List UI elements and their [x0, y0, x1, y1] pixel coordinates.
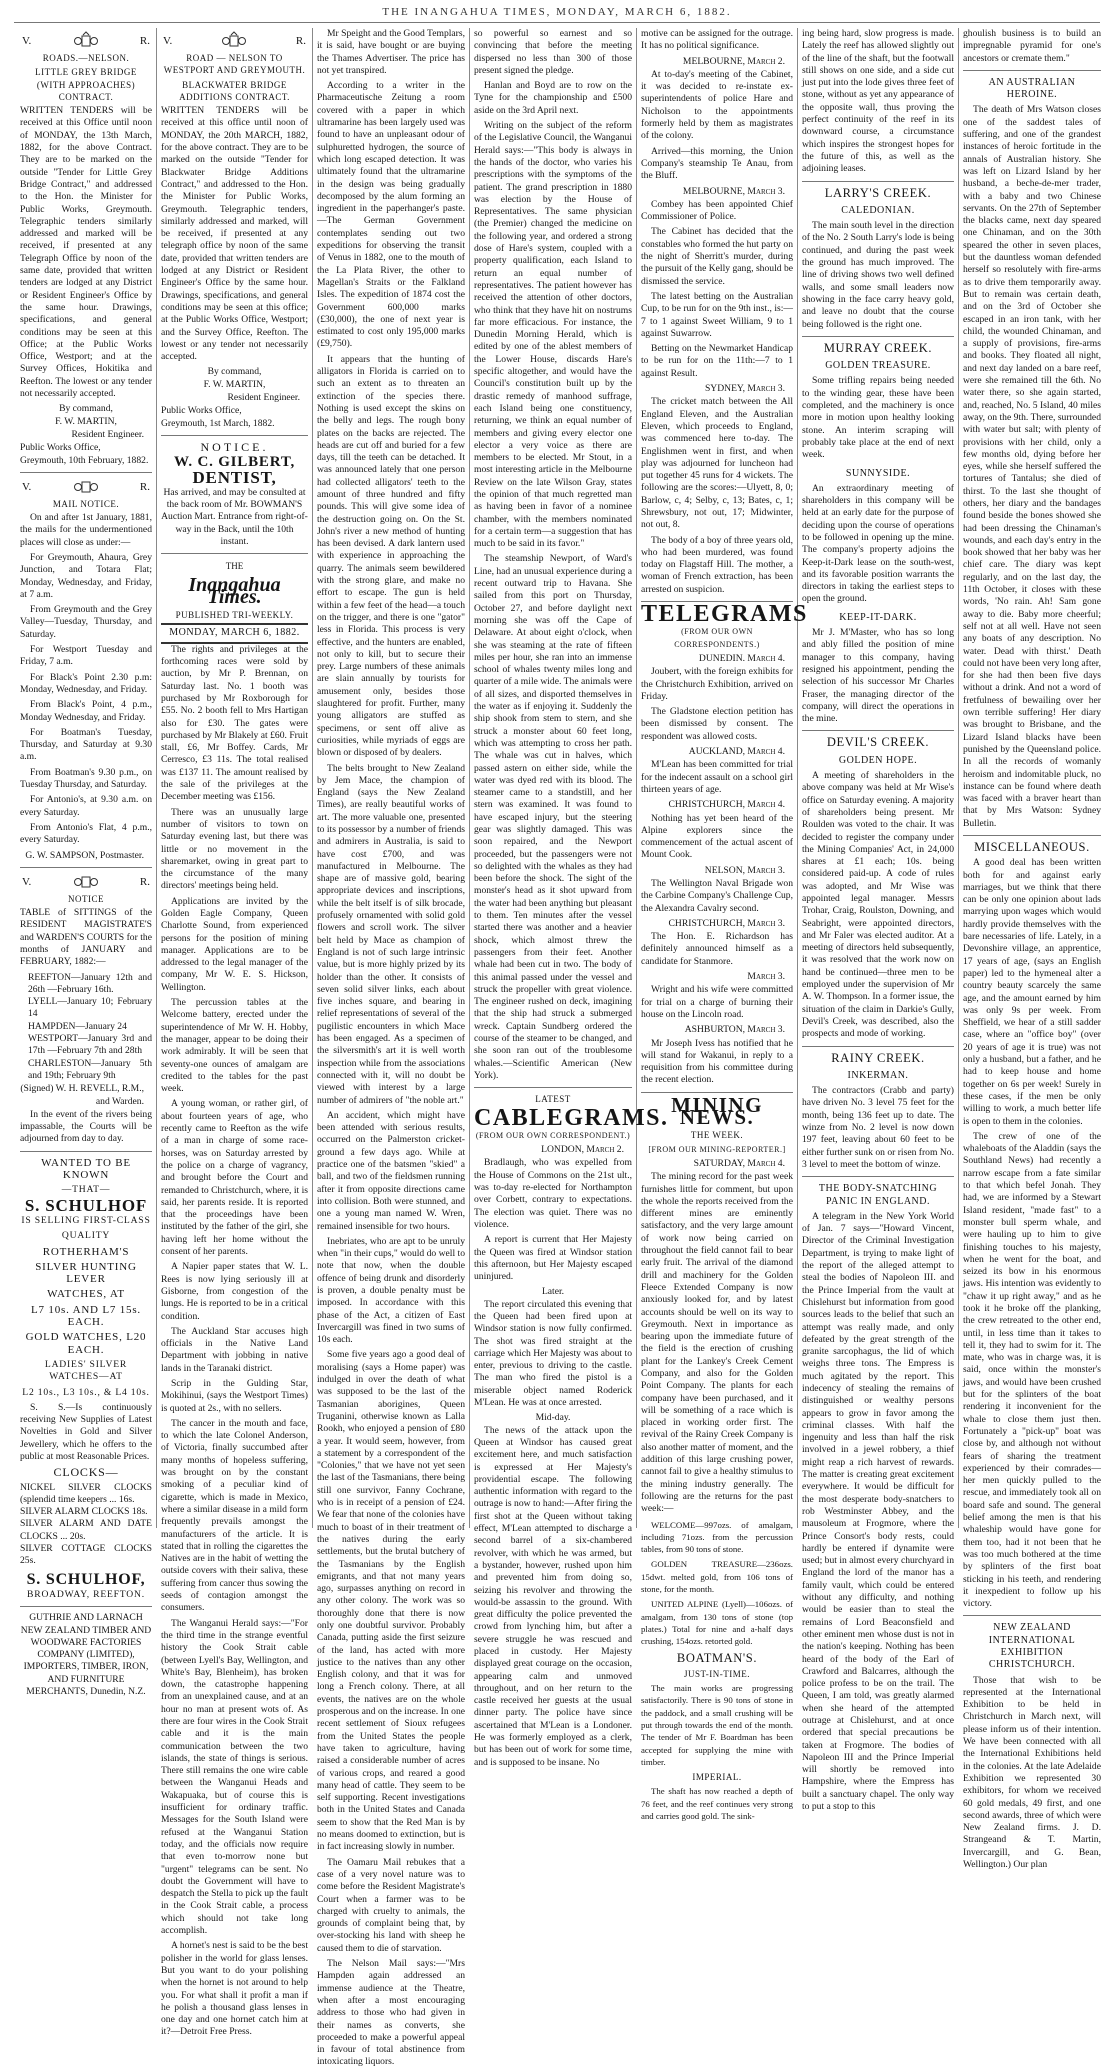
clock-item: SILVER ALARM AND DATE CLOCKS ... 20s. — [20, 1518, 152, 1542]
ad-line: SILVER HUNTING LEVER — [35, 1260, 137, 1286]
news-paragraph: An accident, which might have been attended with serious results, occurred on the Palmerston cricket-ground a few days ago. While at practice one of the batsmen "skied" a ball, and two of the fieldsmen running after it from opposite directions came into collision. Both were stunned, and one a young man named W. Wren, remained insensible for two hours. — [317, 1109, 465, 1232]
news-paragraph: Some five years ago a good deal of moralising (says a Home paper) was indulged in over the death of what was supposed to be the last of the Tasmanian aborigines, Queen Truganini, otherwise known as Lalla Rookh, who enjoyed a pension of £80 a year. It would seem, however, from a statement by a correspondent of the "Colonies," that we have not yet seen the last of the Tasmanians, there being still one survivor, Fanny Cochrane, who is in receipt of a pension of £24. We fear that none of the colonies have much to boast of in their treatment of the natives during the early settlements, but the brutal butchery of the Tasmanians by the English emigrants, and that not many years ago, surpasses anything on record in any other colony. The work was so thoroughly done that there is now only one doubtful survivor. Probably Canada, putting aside the first seizure of the land, has acted with more justice to the natives than any other English colony, and that it was for long a French colony. There, at all events, the natives are on the whole prosperous and on the increase. In one recent settlement of Sioux refugees from the United States the people have taken to agriculture, having raised a considerable number of acres of various crops, and reared a good many head of cattle. They seem to be self supporting. Recent investigations both in the United States and Canada seem to show that the Red Man is by no means doomed to extinction, but is in fact increasing slowly in number. — [317, 1349, 465, 1853]
signature-line: F. W. MARTIN, — [203, 378, 266, 390]
news-paragraph: The Hon. E. Richardson has definitely announced himself as a candidate for Stanmore. — [641, 931, 793, 967]
news-paragraph: The main works are progressing satisfactorily. There is 90 tons of stone in the paddock, and a small crushing will be put through towards the end of the month. The tender of Mr F. Boardman has been accepted for supplying the mine with timber. — [641, 1683, 793, 1767]
column-rule — [797, 28, 798, 1528]
news-paragraph: The report circulated this evening that the Queen had been fired upon at Windsor station is now fully confirmed. The shot was fired straight at the carriage which Her Majesty was about to enter, previous to driving to the castle. The man who fired the pistol is a miserable object named Roderick M'Lean. He was at once arrested. — [474, 1298, 632, 1409]
dateline: AUCKLAND, March 4. — [688, 746, 785, 758]
news-paragraph: A good deal has been written both for and against early marriages, but we think that there can be only one opinion about lads marrying upon wages which would hardly provide themselves with the bare necessaries of life. Lately, in a Devonshire village, an apprentice, 17 years of age, (says an English paper) led to the hymeneal alter a country beauty scarcely the same age, and the amount earned by him was only 9s per week. From Sheffield, we hear of a still sadder case, where an "office boy" (over 20 years of age it is true) was not only a husband, but a father, and he had to keep house and home together on 6s per week! Surely in these cases, if the men be only willing to work, a much better life is open to them in the colonies. — [963, 857, 1101, 1127]
section-title: MISCELLANEOUS. — [974, 840, 1090, 854]
divider — [161, 435, 308, 436]
crest-letter-r: R. — [139, 34, 150, 47]
news-paragraph: Joubert, with the foreign exhibits for the Christchurch Exhibition, arrived on Friday. — [641, 666, 793, 702]
signature-line: By command, — [207, 366, 262, 378]
dentist-title: DENTIST, — [192, 467, 277, 487]
sitting-item: LYELL—January 10; February 14 — [28, 996, 152, 1020]
mining-return: WELCOME—997ozs. of amalgam, including 71ozs. from the percussion tables, from 90 tons of stone. — [641, 1519, 793, 1555]
news-paragraph: The shaft has now reached a depth of 76 feet, and the reef continues very strong and carries good gold. The sink- — [641, 1786, 793, 1822]
dentist-name: W. C. GILBERT, — [173, 454, 296, 471]
crest-letter-r: R. — [295, 34, 306, 47]
news-paragraph: The percussion tables at the Welcome battery, erected under the superintendence of Mr W. H. Hobby, the manager, appear to be doing their work admirably. It will be seen that seventy-one ounces of amalgam are credited to the tables for the past week. — [161, 997, 308, 1095]
clock-item: SILVER ALARM CLOCKS 18s. — [20, 1506, 148, 1518]
ad-merchant-name: S. SCHULHOF — [24, 1195, 148, 1215]
dateline: NELSON, March 3. — [704, 864, 785, 876]
sittings-list — [28, 972, 152, 1083]
news-paragraph: motive can be assigned for the outrage. It has no political significance. — [641, 28, 793, 52]
news-paragraph: It appears that the hunting of alligators in Florida is carried on to such an extent as to threaten an extinction of the species there. Nothing is used except the skins on the belly and legs. The rough bony plates on the backs are rejected. The heads are cut off and buried for a few days, till the teeth can be detached. It was announced lately that one person had collected alligators' teeth to the amount of three hundred and fifty pounds. This will give some idea of the destruction going on. On the St. John's river a new method of hunting has been devised. A dark lantern used with experience in approaching the quarry. The animals seem bewildered with the strong glare, and make no effort to escape. The gun is held within a few feet of the head—a touch on the trigger, and there is one "gator" less in Florida. This process is very effective, and the hunters are enabled, not only to kill, but to secure their prey. Large numbers of these animals are slain annually by tourists for amusement only, besides those slaughtered for profit. Further, many young alligators are stuffed as specimens, or sent off alive as curiosities, while myriads of eggs are blown or disposed of by dealers. — [317, 353, 465, 759]
column-5 — [641, 28, 808, 1822]
news-paragraph: The crew of one of the whaleboats of the Aladdin (says the Southland News) had recently a narrow escape from a fate similar to that which befel Jonah. They had, we are informed by a Stewart Island resident, "made fast" to a monster bull sperm whale, and were hauling up to him to give finishing touches to his majesty, when he went for the boat, and seized its bow in his enormous jaws. His intention was evidently to "chaw it up right away," and as he took it he broke off the planking, the crew retreated to the other end, until, in less time than it takes to tell it, they had to swim for it. The mate, who was in charge was, it is said, once within the monster's jaws, and would have been crushed but for the splinters of the boat rendering it inconvenient for the whale to close them just then. Fortunately a "pick-up" boat was close by, and although not without fears of sharing the treatment experienced by their comrades—her men quickly pulled to the rescue, and immediately took all on board safe and sound. The general belief among the men is that his whaleship would have gone for them too, had it not been that he was too much bothered at the time by splinters of the first boat sticking in his teeth, and rendering it inexpedient to follow up his victory. — [963, 1130, 1101, 1610]
masthead-rule — [14, 22, 1100, 23]
paper-publication: PUBLISHED TRI-WEEKLY. — [175, 610, 294, 621]
ad-merchant-name: S. SCHULHOF, — [26, 1570, 146, 1588]
column-rule — [469, 28, 470, 1528]
column-4 — [474, 28, 669, 1768]
mining-return: GOLDEN TREASURE—236ozs. 15dwt. melted gold, from 106 tons of stone, for the month. — [641, 1559, 793, 1595]
mining-return: UNITED ALPINE (Lyell)—106ozs. of amalgam, from 130 tons of stone (top plates.) Total for nine and a-half days crushing, 154ozs. retorted gold. — [641, 1599, 793, 1647]
mail-line: For Greymouth, Ahaura, Grey Junction, and Totara Flat; Monday, Wednesday, and Friday, at 7 a.m. — [20, 551, 152, 600]
dateline: DUNEDIN. March 4. — [698, 652, 785, 664]
news-paragraph: A Napier paper states that W. L. Rees is now lying seriously ill at Gisborne, from congestion of the lungs. He is reported to be in a critical condition. — [161, 1261, 308, 1322]
subsection-title: CALEDONIAN. — [841, 204, 915, 216]
crest-letter-v: V. — [163, 34, 173, 47]
notice-signature: (Signed) W. H. REVELL, R.M., and Warden. — [20, 1083, 144, 1107]
ad-body: S. S.—Is continuously receiving New Supplies of Latest Novelties in Gold and Silver Jewellery, which he offers to the public at most Reasonable Prices. — [20, 1401, 152, 1462]
dateline: CHRISTCHURCH, March 4. — [668, 799, 785, 811]
clock-item: SILVER COTTAGE CLOCKS 25s. — [20, 1543, 152, 1567]
crest-letter-r: R. — [139, 480, 150, 493]
news-paragraph: A hornet's nest is said to be the best polisher in the world for glass lenses. But you want to do your polishing when the hornet is not around to help you. For what shall it profit a man if he polish a thousand glass lenses in one day and one hornet catch him at it?—Detroit Free Press. — [161, 1940, 308, 2038]
mail-line: For Black's Point 2.30 p.m: Monday, Wednesday, and Friday. — [20, 671, 152, 695]
news-paragraph: Those that wish to be represented at the International Exhibition to be held in Christchurch in March next, will please inform us of their intention. We have been connected with all the International Exhibitions held in the colonies. At the late Adelaide Exhibition we represented 30 exhibitors, for whom we received 60 gold medals, 49 first, and one second awards, three of which were New Zealand firms. J. D. Strangeand & T. Martin, Invercargill, and G. Bean, Wellington.) Our plan — [963, 1674, 1101, 1871]
mail-line: For Antonio's, at 9.30 a.m. on every Saturday. — [20, 794, 152, 818]
column-rule — [636, 28, 637, 1528]
ad-that: —THAT— — [61, 1184, 111, 1196]
vr-crest-row — [163, 32, 306, 50]
news-paragraph: Inebriates, who are apt to be unruly when "in their cups," would do well to note that now, when the double offence of being drunk and disorderly is proven, a double penalty must be imposed. In accordance with this phase of the Act, a citizen of East Invercargill was fined in two sums of 10s each. — [317, 1235, 465, 1346]
news-paragraph: Scrip in the Gulding Star, Mokihinui, (says the Westport Times) is quoted at 2s., with no sellers. — [161, 1377, 308, 1414]
column-rule — [312, 28, 313, 1528]
dateline: MELBOURNE, March 2. — [682, 55, 785, 67]
section-title: RAINY CREEK. — [831, 1050, 925, 1065]
notice-body: WRITTEN TENDERS will be received at this Office until noon of MONDAY, the 13th March, 1882, for the above Contract. They are to be marked on the outside "Tender for Little Grey Bridge Contract," and addressed to the Hon. the Minister for Public Works, Greymouth. Telegraphic tenders similarly addressed and marked will be received, if presented at any Telegraph Office by noon of the same date, provided that written tenders are lodged at any District or Resident Engineer's Office by the same hour. Drawings, specifications, and general conditions may be seen at this Office; at the Public Works Office, Westport; and at the Survey Offices, Hokitika and Reefton. The lowest or any tender not necessarily accepted. — [20, 105, 152, 400]
news-paragraph: Betting on the Newmarket Handicap to be run for on the 11th:—7 to 1 against Result. — [641, 343, 793, 379]
notice-heading: ROADS.—NELSON. — [42, 53, 130, 63]
divider — [20, 472, 152, 473]
news-paragraph: A meeting of shareholders in the above company was held at Mr Wise's office on Saturday evening. A majority of shareholders being present. Mr Roulden was voted to the chair. It was decided to register the company under the Mining Companies' Act, in 24,000 shares at £1 each; 10s. being considered paid-up. A code of rules was adopted, and Mr Wise was appointed legal manager. Messrs Trohar, Craig, Roulston, Downing, and Seabright, were appointed directors, and Mr Faler was elected auditor. At a meeting of directors held subsequently, it was resolved that the work now on hand be continued—three men to be employed under the supervision of Mr A. W. Thompson. In a former issue, the situation of the claim in Darkie's Gully, Devil's Creek, was described, also the prospects and mode of working. — [802, 770, 954, 1040]
news-paragraph: Wright and his wife were committed for trial on a charge of burning their house on the Lincoln road. — [641, 984, 793, 1020]
notice-footer: In the event of the rivers being impassable, the Courts will be adjourned from day to day. — [20, 1108, 152, 1145]
ad-line: IS SELLING FIRST-CLASS — [21, 1214, 151, 1226]
news-paragraph: An extraordinary meeting of shareholders in this company will be held at an early date for the purpose of deciding upon the course of operations to be followed in opening up the mine. The company's property adjoins the Keep-it-Dark lease on the south-west, and its favorable position warrants the directors in taking the earliest steps to open the ground. — [802, 482, 954, 605]
dateline: ASHBURTON, March 3. — [684, 1024, 785, 1036]
news-paragraph: The contractors (Crabb and party) have driven No. 3 level 75 feet for the month, being 136 feet up to date. The winze from No. 2 level is now down 197 feet, leaving about 60 feet to be either further sunk on or risen from No. 3 level to meet the bottom of winze. — [802, 1085, 954, 1170]
section-title: DEVIL'S CREEK. — [826, 735, 930, 750]
news-paragraph: The Wellington Naval Brigade won the Carbine Company's Challenge Cup, the Alexandra Cavalry second. — [641, 878, 793, 914]
section-title: MURRAY CREEK. — [823, 340, 933, 355]
subsection-title: GOLDEN TREASURE. — [825, 360, 931, 372]
divider — [802, 181, 954, 182]
cablegrams-subtitle: (FROM OUR OWN CORRESPONDENT.) — [475, 1130, 631, 1140]
ad-address: BROADWAY, REEFTON. — [27, 1588, 145, 1600]
news-paragraph: Bradlaugh, who was expelled from the House of Commons on the 21st ult., was to-day re-elected for Northampton over Corbett, contrary to expectations. The election was quiet. There was no violence. — [474, 1157, 632, 1230]
cablegrams-title: CABLEGRAMS. — [474, 1104, 669, 1131]
crest-letter-v: V. — [22, 875, 32, 888]
news-paragraph: The Gladstone election petition has been dismissed by consent. The respondent was allowed costs. — [641, 706, 793, 742]
news-paragraph: ghoulish business is to build an impregnable pyramid for one's ancestors or cremate them." — [963, 28, 1101, 64]
latest-label: LATEST — [535, 1094, 571, 1105]
ad-line: L2 10s., L3 10s., & L4 10s. — [22, 1386, 150, 1398]
signature-line: F. W. MARTIN, — [55, 415, 117, 427]
notice-body: TABLE of SITTINGS of the RESIDENT MAGISTRATE'S and WARDEN'S COURTS for the months of JANUARY and FEBRUARY, 1882:— — [20, 907, 152, 968]
news-paragraph: A young woman, or rather girl, of about fourteen years of age, who recently came to Reefton as the wife of a man in charge of some race-horses, was on Saturday arrested by the police on a charge of vagrancy, and brought before the Court and remanded to Christchurch, where, it is said, her parents reside. It is reported that the proceedings have been instituted by the father of the girl, she having left her home without the consent of her parents. — [161, 1098, 308, 1258]
news-paragraph: so powerful so earnest and so convincing that before the meeting dispersed no less than 300 of those present signed the pledge. — [474, 28, 632, 76]
section-title: THE BODY-SNATCHING PANIC IN ENGLAND. — [818, 1183, 938, 1207]
signature-line: Resident Engineer. — [227, 392, 300, 404]
news-paragraph: A telegram in the New York World of Jan. 7 says—"Howard Vincent, Director of the Criminal Investigation Department, is trying to make light of the report of the alleged attempt to steal the bodies of Napoleon III. and the Prince Imperial from the vault at Chislehurst but information from good sources leads to the belief that such an attempt was really made, and only defeated by the great strength of the granite sarcophagus, the lid of which weighs three tons. The Empress is much agitated by the report. This indecency of stealing the remains of distinguished or wealthy persons appears to grow in favor among the criminal classes. With half the ingenuity and less than half the risk involved in a jewel robbery, a thief might reap a rich harvest of rewards. The matter is creating great excitement everywhere. It would be difficult for the most desperate body-snatchers to rob Westminster Abbey, and the mausoleum at Frogmore, where the Prince Consort's body rests, could hardly be entered if dynamite were used; but in almost every churchyard in England the lord of the manor has a family vault, which could be entered without any difficulty, and nothing would be easier than to steal the remains of Lord Beaconsfield and other eminent men whose dust is not in the nation's keeping. Nothing has been heard of the body of the Earl of Crawford and Balcarres, although the police profess to be on the trail. The Queen, I am told, was greatly alarmed when she heard of the attempted outrage at Chislehurst, and at once ordered that special precautions be taken at Frogmore. The bodies of Napoleon III and the Prince Imperial will shortly be removed into Hampshire, where the Empress has built a sanctuary chapel. The only way to put a stop to this — [802, 1210, 954, 1813]
telegrams-title: TELEGRAMS — [641, 601, 808, 628]
crest-letter-r: R. — [139, 875, 150, 888]
column-rule — [156, 28, 157, 1528]
divider — [802, 1046, 954, 1047]
news-paragraph: Hanlan and Boyd are to row on the Tyne for the championship and £500 aside on the 3rd April next. — [474, 80, 632, 116]
notice-title: LITTLE GREY BRIDGE (WITH APPROACHES) CONTRACT. — [35, 67, 137, 102]
subsection-title: JUST-IN-TIME. — [684, 1668, 750, 1679]
news-paragraph: The news of the attack upon the Queen at Windsor has caused great excitement here, and much satisfaction is expressed at Her Majesty's providential escape. The following authentic information with regard to the outrage is now to hand:—After firing the first shot at the Queen without taking effect, M'Lean attempted to discharge a second barrel of a six-chambered revolver, with which he was armed, but a bystander, however, rushed upon him and prevented him from doing so, seizing his revolver and throwing the would-be assassin to the ground. With great difficulty the police prevented the crowd from lynching him, but after a severe struggle he was rescued and placed in custody. Her Majesty displayed great courage on the occasion, appearing calm and unmoved throughout, and on her return to the castle received her guests at the usual dinner party. The police have since ascertained that M'Lean is a Londoner. He was formerly employed as a clerk, but has been out of work for some time, and is supposed to be insane. No — [474, 1424, 632, 1768]
dateline: CHRISTCHURCH, March 3. — [668, 917, 785, 929]
dateline: March 3. — [747, 971, 785, 983]
subsection-title: INKERMAN. — [847, 1069, 909, 1081]
dateline: SATURDAY, March 4. — [693, 1157, 785, 1169]
mail-line: On and after 1st January, 1881, the mails for the undermentioned places will close as under:— — [20, 512, 152, 548]
news-paragraph: The belts brought to New Zealand by Jem Mace, the champion of England (says the New Zealand Times), are really beautiful works of art. The more valuable one, presented to its possessor by a number of friends and admirers in Australia, is said to have cost £700, and was manufactured in Melbourne. The shape are of massive gold, bearing appropriate devices and inscriptions, while the belt itself is of silk brocade, profusely ornamented with solid gold flowers and scroll work. The silver belt held by Mace as champion of England is not of such large intrinsic value, but is more highly prized by its holder than the other. It consists of seven solid silver links, each about five inches square, and bearing in relief representations of several of the pugilistic encounters in which Mace has been engaged. As a specimen of the silversmith's art it is well worth inspection while from the associations connected with it, will no doubt be viewed with interest by a large number of admirers of "the noble art." — [317, 762, 465, 1106]
section-title: LARRY'S CREEK. — [824, 185, 932, 200]
signature-line: Public Works Office, — [161, 405, 242, 417]
section-title: AN AUSTRALIAN HEROINE. — [988, 76, 1076, 101]
divider — [474, 1087, 632, 1088]
news-paragraph: At to-day's meeting of the Cabinet, it was decided to re-instate ex-superintendents of police Hare and Nicholson to the appointments formerly held by them as magistrates of the colony. — [641, 68, 793, 142]
clock-item: NICKEL SILVER CLOCKS (splendid time keepers ... 16s. — [20, 1481, 152, 1505]
mining-week: THE WEEK. — [690, 1130, 744, 1141]
signature-line: Public Works Office, — [20, 442, 101, 454]
news-paragraph: Mr Joseph Ivess has notified that he will stand for Wakanui, in reply to a requisition from his committee during the recent election. — [641, 1037, 793, 1086]
divider — [20, 1606, 152, 1607]
guthrie-ad: GUTHRIE AND LARNACH NEW ZEALAND TIMBER AND WOODWARE FACTORIES COMPANY (LIMITED), IMPORTERS, TIMBER, IRON, AND FURNITURE MERCHANTS, Dunedin, N.Z. — [20, 1612, 152, 1698]
notice-body: WRITTEN TENDERS will be received at this office until noon of MONDAY, the 20th MARCH, 1882, for the above contract. They are to be marked on the outside "Tender for Blackwater Bridge Additions Contract," and addressed to the Hon. the Minister for Public Works, Greymouth. Telegraphic tenders, similarly addressed and marked, will be received, if presented at any telegraph office by noon of the same date, provided that written tenders are lodged at any District or Resident Engineer's Office by the same hour. Drawings, specifications, and general conditions may be seen at this office; at the Public Works Office, Westport; and the Survey Office, Reefton. The lowest or any tender not necessarily accepted. — [161, 105, 308, 363]
mail-line: From Black's Point, 4 p.m., Monday Wednesday, and Friday. — [20, 699, 152, 723]
paper-the: THE — [225, 561, 244, 572]
ad-line: LADIES' SILVER WATCHES—AT — [44, 1358, 128, 1383]
ad-line: WATCHES, AT — [47, 1288, 125, 1301]
divider — [161, 553, 308, 554]
notice-signature — [20, 403, 152, 466]
news-paragraph: ing being hard, slow progress is made. Lately the reef has allowed slightly out of the line of the shaft, but the footwall still shows on one side, and a side cut just put into the lode gives three feet of stone, without as yet any appearance of the opposite wall, thus proving the perfect continuity of the reef in its downward course, a circumstance which inspires the strongest hopes for the future of this, as well as the adjoining leases. — [802, 28, 954, 175]
column-1 — [20, 28, 152, 1698]
news-paragraph: The Auckland Star accuses high officials in the Native Land Department with jobbing in native lands in the Taranaki district. — [161, 1325, 308, 1374]
signature-line: Greymouth, 10th February, 1882. — [20, 454, 149, 466]
royal-crest-icon — [221, 32, 247, 50]
divider — [963, 835, 1101, 836]
news-paragraph: The Nelson Mail says:—"Mrs Hampden again addressed an immense audience at the Theatre, when after a most encouraging address to those who had given in their names as converts, she proceeded to make a powerful appeal in favour of total abstinence from intoxicating liquors. — [317, 1958, 465, 2068]
mail-notice-title: MAIL NOTICE. — [52, 498, 120, 509]
news-paragraph: According to a writer in the Pharmaceutische Zeitung a room covered with a paper in which ultramarine has been largely used was found to have an unpleasant odour of sulphuretted hydrogen, the source of which long escaped detection. It was ultimately found that the ultramarine in the design was being gradually decomposed by the alum forming an ingredient in the paperhanger's paste.—The German Government contemplates sending out two expeditions for observing the transit of Venus in 1882, one to the mouth of the La Plata River, the other to Magellan's Straits or the Falkland Isles. The expedition of 1874 cost the Government 600,000 marks (£30,000), the one of next year is estimated to cost only 195,000 marks (£9,750). — [317, 80, 465, 350]
crest-letter-v: V. — [22, 480, 32, 493]
ad-line: GOLD WATCHES, L20 EACH. — [25, 1331, 147, 1356]
mail-line: For Westport Tuesday and Friday, 7 a.m. — [20, 644, 152, 668]
column-2 — [161, 28, 308, 2038]
news-paragraph: A report is current that Her Majesty the Queen was fired at Windsor station this afternoon, but Her Majesty escaped uninjured. — [474, 1234, 632, 1283]
divider — [963, 70, 1101, 71]
news-paragraph: The Wanganui Herald says:—"For the third time in the strange eventful history the Cook Strait cable (between Lyell's Bay, Wellington, and White's Bay, Blenheim), has broken down, the catastrophe happening from an unexplained cause, and at an hour no man at present wots of. As there are four wires in the Cook Strait cable and it is the main communication between the two islands, the state of things is serious. There still remains the one wire cable between the Wanganui Heads and Wakapuaka, but of course this is insufficient for ordinary traffic. Messages for the South Island were refused at the Wanganui Station today, and the officials now require that even to-morrow none but "urgent" telegrams can be sent. No doubt the Government will have to despatch the Stella to pick up the fault in the Cook Strait cable, a process which should not take long accomplish. — [161, 1617, 308, 1937]
clocks-heading: CLOCKS— — [53, 1465, 119, 1480]
dateline: SYDNEY, March 3. — [704, 383, 785, 395]
section-title: BOATMAN'S. — [676, 1650, 758, 1665]
paper-date: MONDAY, MARCH 6, 1882. — [161, 623, 308, 643]
notice-title: NOTICE — [68, 893, 104, 904]
notice-signature — [161, 366, 308, 429]
notice-title: BLACKWATER BRIDGE ADDITIONS CONTRACT. — [179, 79, 290, 102]
mail-line: For Boatman's Tuesday, Thursday, and Saturday at 9.30 a.m. — [20, 726, 152, 763]
section-title: NEW ZEALAND INTERNATIONAL EXHIBITION CHRISTCHURCH. — [988, 1622, 1076, 1671]
news-paragraph: The steamship Newport, of Ward's Line, had an unusual experience during a recent outward trip to Havana. She sailed from this port on Thursday, October 27, and before daylight next morning she was off the Cape of Delaware. At about eight o'clock, when she was steaming at the rate of fifteen miles per hour, she ran into an immense school of whales twenty miles long and quarter of a mile wide. The animals were of all sizes, and disported themselves in the water as if enjoying it. Suddenly the ship shook from stem to stern, and she struck a monster about 60 feet long, which was attempting to cross her path. The whale was cut in halves, which passed astern on either side, while the water was dyed red with its blood. The steamer came to a standstill, and her stern was examined. It was found to have escaped injury, but the steering gear was slightly damaged. This was soon repaired, and the Newport proceeded, but the passengers were not so delighted with the whales as they had been before the shock. The sight of the monster's head as it shot upward from the water had been anything but pleasant to them. Ten minutes after the vessel started there was another and a heavier shock, which almost threw the passengers from their feet. Another whale had been cut in two. The body of this animal passed under the vessel and struck the propeller with great violence. The engineer rushed on deck, imagining that the ship had struck a submerged wreck. Captain Sundberg ordered the course of the steamer to be changed, and she soon ran out of the troublesome whales.—Scientific American (New York). — [474, 553, 632, 1081]
news-paragraph: Nothing has yet been heard of the Alpine explorers since the commencement of the actual ascent of Mount Cook. — [641, 812, 793, 861]
vr-crest-row — [22, 32, 150, 50]
subsection-title: KEEP-IT-DARK. — [839, 611, 917, 623]
news-paragraph: The Cabinet has decided that the constables who formed the hut party on the night of Sherritt's murder, during the pursuit of the Kelly gang, should be dismissed the service. — [641, 226, 793, 287]
news-paragraph: M'Lean has been committed for trial for the indecent assault on a school girl thirteen years of age. — [641, 759, 793, 795]
sitting-item: CHARLESTON—January 5th and 19th; February 9th — [28, 1057, 152, 1081]
royal-crest-icon — [73, 873, 99, 891]
vr-crest-row — [22, 478, 150, 496]
column-6 — [802, 28, 954, 1813]
crest-letter-v: V. — [22, 34, 32, 47]
mining-subtitle: [FROM OUR MINING-REPORTER.] — [648, 1144, 786, 1154]
news-paragraph: The Oamaru Mail rebukes that a case of a very novel nature was to come before the Resident Magistrate's Court when a farmer was to be charged with cruelty to animals, the grounds of complaint being that, by over-stocking his land with sheep he caused them to die of starvation. — [317, 1856, 465, 1954]
signature-line: By command, — [59, 403, 113, 415]
mail-line: From Boatman's 9.30 p.m., on Tuesday Thursday, and Saturday. — [20, 766, 152, 791]
signature-line: Resident Engineer. — [71, 428, 144, 440]
subsection-title: SUNNYSIDE. — [845, 467, 911, 479]
dateline: MELBOURNE, March 3. — [682, 185, 785, 197]
paper-title: Inangahua Times. — [188, 573, 281, 608]
telegrams-subtitle: (FROM OUR OWN CORRESPONDENTS.) — [674, 627, 760, 649]
ad-heading: WANTED TO BE KNOWN — [41, 1156, 131, 1182]
column-7 — [963, 28, 1102, 1871]
dentist-notice: NOTICE. — [200, 439, 269, 454]
mining-news-title: MINING NEWS. — [671, 1092, 763, 1130]
news-paragraph: Some trifling repairs being needed to the winding gear, these have been completed, and the machinery is once more in motion upon healthy looking stone. An interim scraping will probably take place at the end of next week. — [802, 375, 954, 461]
mail-signature: G. W. SAMPSON, Postmaster. — [25, 849, 144, 861]
column-3 — [317, 28, 465, 2068]
news-paragraph: The cricket match between the All England Eleven, and the Australian Eleven, which proceeds to England, was commenced here to-day. The Englishmen went in first, and when play was adjourned for luncheon had put together 45 runs for 4 wickets. The following are the scores:—Ulyett, 8, 0; Barlow, c, 4; Selby, c, 13; Bates, c, 1; Shrewsbury, not out, 17; Midwinter, not out, 8. — [641, 396, 793, 531]
dateline: Mid-day. — [535, 1412, 571, 1424]
news-paragraph: Arrived—this morning, the Union Company's steamship Te Anau, from the Bluff. — [641, 145, 793, 182]
news-paragraph: The rights and privileges at the forthcoming races were sold by auction, by Mr P. Brennan, on Saturday last. No. 1 booth was purchased by Mr Roxborough for £55. No. 2 booth fell to Mrs Hartigan also for £30. The gates were purchased by Mr Blakely at £60. Fruit stall, £6, Mr Boffey. Cards, Mr Cerresco, £3 11s. The total realised was £137 11. The amount realised by the sale of the privileges at the December meeting was £156. — [161, 643, 308, 803]
news-paragraph: The body of a boy of three years old, who had been murdered, was found today on Flagstaff Hill. The mother, a woman of French extraction, has been arrested on suspicion. — [641, 534, 793, 595]
news-paragraph: The main south level in the direction of the No. 2 South Larry's lode is being continued, and during the past week the ground has much improved. The line of driving shows two well defined walls, and some small leaders now showing in the face carry heavy gold, and leave no doubt that the course being followed is the right one. — [802, 220, 954, 330]
news-paragraph: The mining record for the past week furnishes little for comment, but upon the whole the reports received from the different mines are eminently satisfactory, and the very large amount of work now being carried on throughout the field cannot fail to bear early fruit. The arrival of the diamond drill and machinery for the Golden Fleece Extended Company is now anxiously looked for, and by latest accounts should be well on its way to Greymouth. Next in importance as bearing upon the immediate future of the field is the erection of crushing plant for the Lankey's Creek Cement Company, and also for the Golden Point Company. The plants for each company have been purchased, and it will be something of a race which is placed in working order first. The revival of the Rainy Creek Company is also another matter of moment, and the addition of this large crushing power, cannot fail to give a healthy stimulus to the mining industry generally. The following are the returns for the past week:— — [641, 1171, 793, 1515]
news-paragraph: Writing on the subject of the reform of the Legislative Council, the Wanganui Herald says:—"This body is always in the hands of the doctor, who varies his prescriptions with the symptoms of the patient. The grand prescription in 1880 was election by the House of Representatives. The same physician (the Premier) changed the medicine on the following year, and ordered a strong dose of Hare's system, coupled with a property qualification, each Island to return an equal number of representatives. The patient however has received the attention of other doctors, who think that they have hit on nostrums far more efficacious. For instance, the Dunedin Morning Herald, which is edited by one of the ablest members of the Lower House, discards Hare's specific altogether, and would have the Council's constitution built up by the drastic remedy of manhood suffrage, each Island being one constituency, returning, we think an equal number of members and giving every elector one elector a very voice as there are members to be elected. Mr Stout, in a most interesting article in the Melbourne Review on the late Wilson Gray, states the opinion of that much regretted man as having been in favor of a nominee chamber, with the members nominated for a certain term—a suggestion that has much to be said in its favor." — [474, 120, 632, 550]
subsection-title: IMPERIAL. — [692, 1772, 742, 1783]
news-paragraph: Combey has been appointed Chief Commissioner of Police. — [641, 198, 793, 223]
news-paragraph: The death of Mrs Watson closes one of the saddest tales of suffering, and one of the grandest instances of heroic fortitude in the annals of Australian history. She was left on Lizard Island by her husband, a beche-de-mer trader, with a baby and two Chinese servants. On the 27th of September the blacks came, next day speared one Chinaman, and on the 30th speared the other in seven places, but the dauntless woman defended herself so resolutely with fire-arms as to drive them temporarily away. But to remain was certain death, and on the 3rd of October she escaped in an iron tank, with her child, the wounded Chinaman, and a supply of provisions, fire-arms and books. They floated all night, and next day landed on a bare reef, were she remained till the 6th. No water there, so she again started, and, reached, No. 5 Island, 40 miles away, on the 9th. There, surrounded with water but salt; with plenty of provisions with her child, only a few months old, dying before her eyes, while she herself suffered the tortures of Tantalus; she died of thirst. To the last she thought of others, her diary and the bandages found beside the bones showed she had been dressing the Chinaman's wounds, and each day's entry in the book showed that her baby was her chief care. The diary was kept regularly, and on the last day, the 11th October, it closes with these words, 'No rain. Ah! Sam gone away to die. Baby more cheerful; self not at all well. Have not seen any boats of any description. No water. Dead with thirst.' Death could not have been very long after, for she had then been five days without a drink. And not a word of fretfulness of bewailing over her own terrible suffering! Her diary was brought to Brisbane, and the Lizard Island blacks have been punished by the Queensland police. In all the records of womanly heroism and indomitable pluck, no instance can be found where death was faced with a braver heart than that by Mrs Watson: Sydney Bulletin. — [963, 104, 1102, 829]
divider — [802, 336, 954, 337]
mail-line: From Greymouth and the Grey Valley—Tuesday, Thursday, and Saturday. — [20, 604, 152, 640]
divider — [802, 730, 954, 731]
dentist-body: Has arrived, and may be consulted at the back room of Mr. BOWMAN'S Auction Mart. Entrance from right-of-way in the Back, until the 10th instant. — [161, 486, 308, 547]
column-rule — [958, 28, 959, 1528]
news-paragraph: Mr Speight and the Good Templars, it is said, have bought or are buying the Thames Advertiser. The price has not yet transpired. — [317, 28, 465, 76]
divider — [20, 1151, 152, 1152]
masthead: THE INANGAHUA TIMES, MONDAY, MARCH 6, 1882. — [382, 6, 732, 18]
signature-line: Greymouth, 1st March, 1882. — [161, 417, 275, 429]
mail-line: From Antonio's Flat, 4 p.m., every Saturday. — [20, 821, 152, 846]
news-paragraph: Applications are invited by the Golden Eagle Company, Queen Charlotte Sound, from experienced persons for the position of mining manager. Applications are to be addressed to the legal manager of the company, Mr W. E. S. Hickson, Wellington. — [161, 895, 308, 993]
news-paragraph: There was an unusually large number of visitors to town on Saturday evening last, but there was little or no movement in the sharemarket, owing in great part to the circumstance of the many directors' meetings being held. — [161, 806, 308, 892]
ad-line: L7 10s. AND L7 15s. EACH. — [31, 1303, 141, 1329]
subsection-title: GOLDEN HOPE. — [838, 754, 918, 766]
ad-line: QUALITY — [61, 1230, 111, 1242]
royal-crest-icon — [73, 478, 99, 496]
divider — [963, 1615, 1101, 1616]
vr-crest-row — [22, 873, 150, 891]
dateline: Later. — [541, 1286, 565, 1298]
divider — [802, 1176, 954, 1177]
news-paragraph: The cancer in the mouth and face, to which the late Colonel Anderson, of Victoria, finally succumbed after many months of hopeless suffering, was brought on by the constant smoking of a peculiar kind of cigarette, which is made in Mexico, where a similar disease in a mild form frequently prevails amongst the manufacturers of the article. It is stated that in rolling the cigarettes the Natives are in the habit of wetting the outside covers with their saliva, these suffering from cancer thus sowing the seeds of contagion amongst the consumers. — [161, 1417, 308, 1614]
sitting-item: HAMPDEN—January 24 — [28, 1020, 127, 1032]
ad-line: ROTHERHAM'S — [42, 1245, 130, 1258]
royal-crest-icon — [73, 32, 99, 50]
notice-heading: ROAD — NELSON TO WESTPORT AND GREYMOUTH. — [163, 53, 306, 76]
sitting-item: WESTPORT—January 3rd and 17th —February 7th and 28th — [28, 1033, 152, 1057]
sitting-item: REEFTON—January 12th and 26th —February 16th. — [28, 971, 152, 995]
news-paragraph: The latest betting on the Australian Cup, to be run for on the 9th inst., is:—7 to 1 against Sweet William, 9 to 1 against Suwarrow. — [641, 290, 793, 339]
news-paragraph: Mr J. M'Master, who has so long and ably filled the position of mine manager to this company, having resigned his appointment, pending the selection of his successor Mr Charles Fraser, the managing director of the company, will direct the operations in the mine. — [802, 627, 954, 725]
divider — [20, 867, 152, 868]
dateline: LONDON, March 2. — [541, 1144, 624, 1156]
